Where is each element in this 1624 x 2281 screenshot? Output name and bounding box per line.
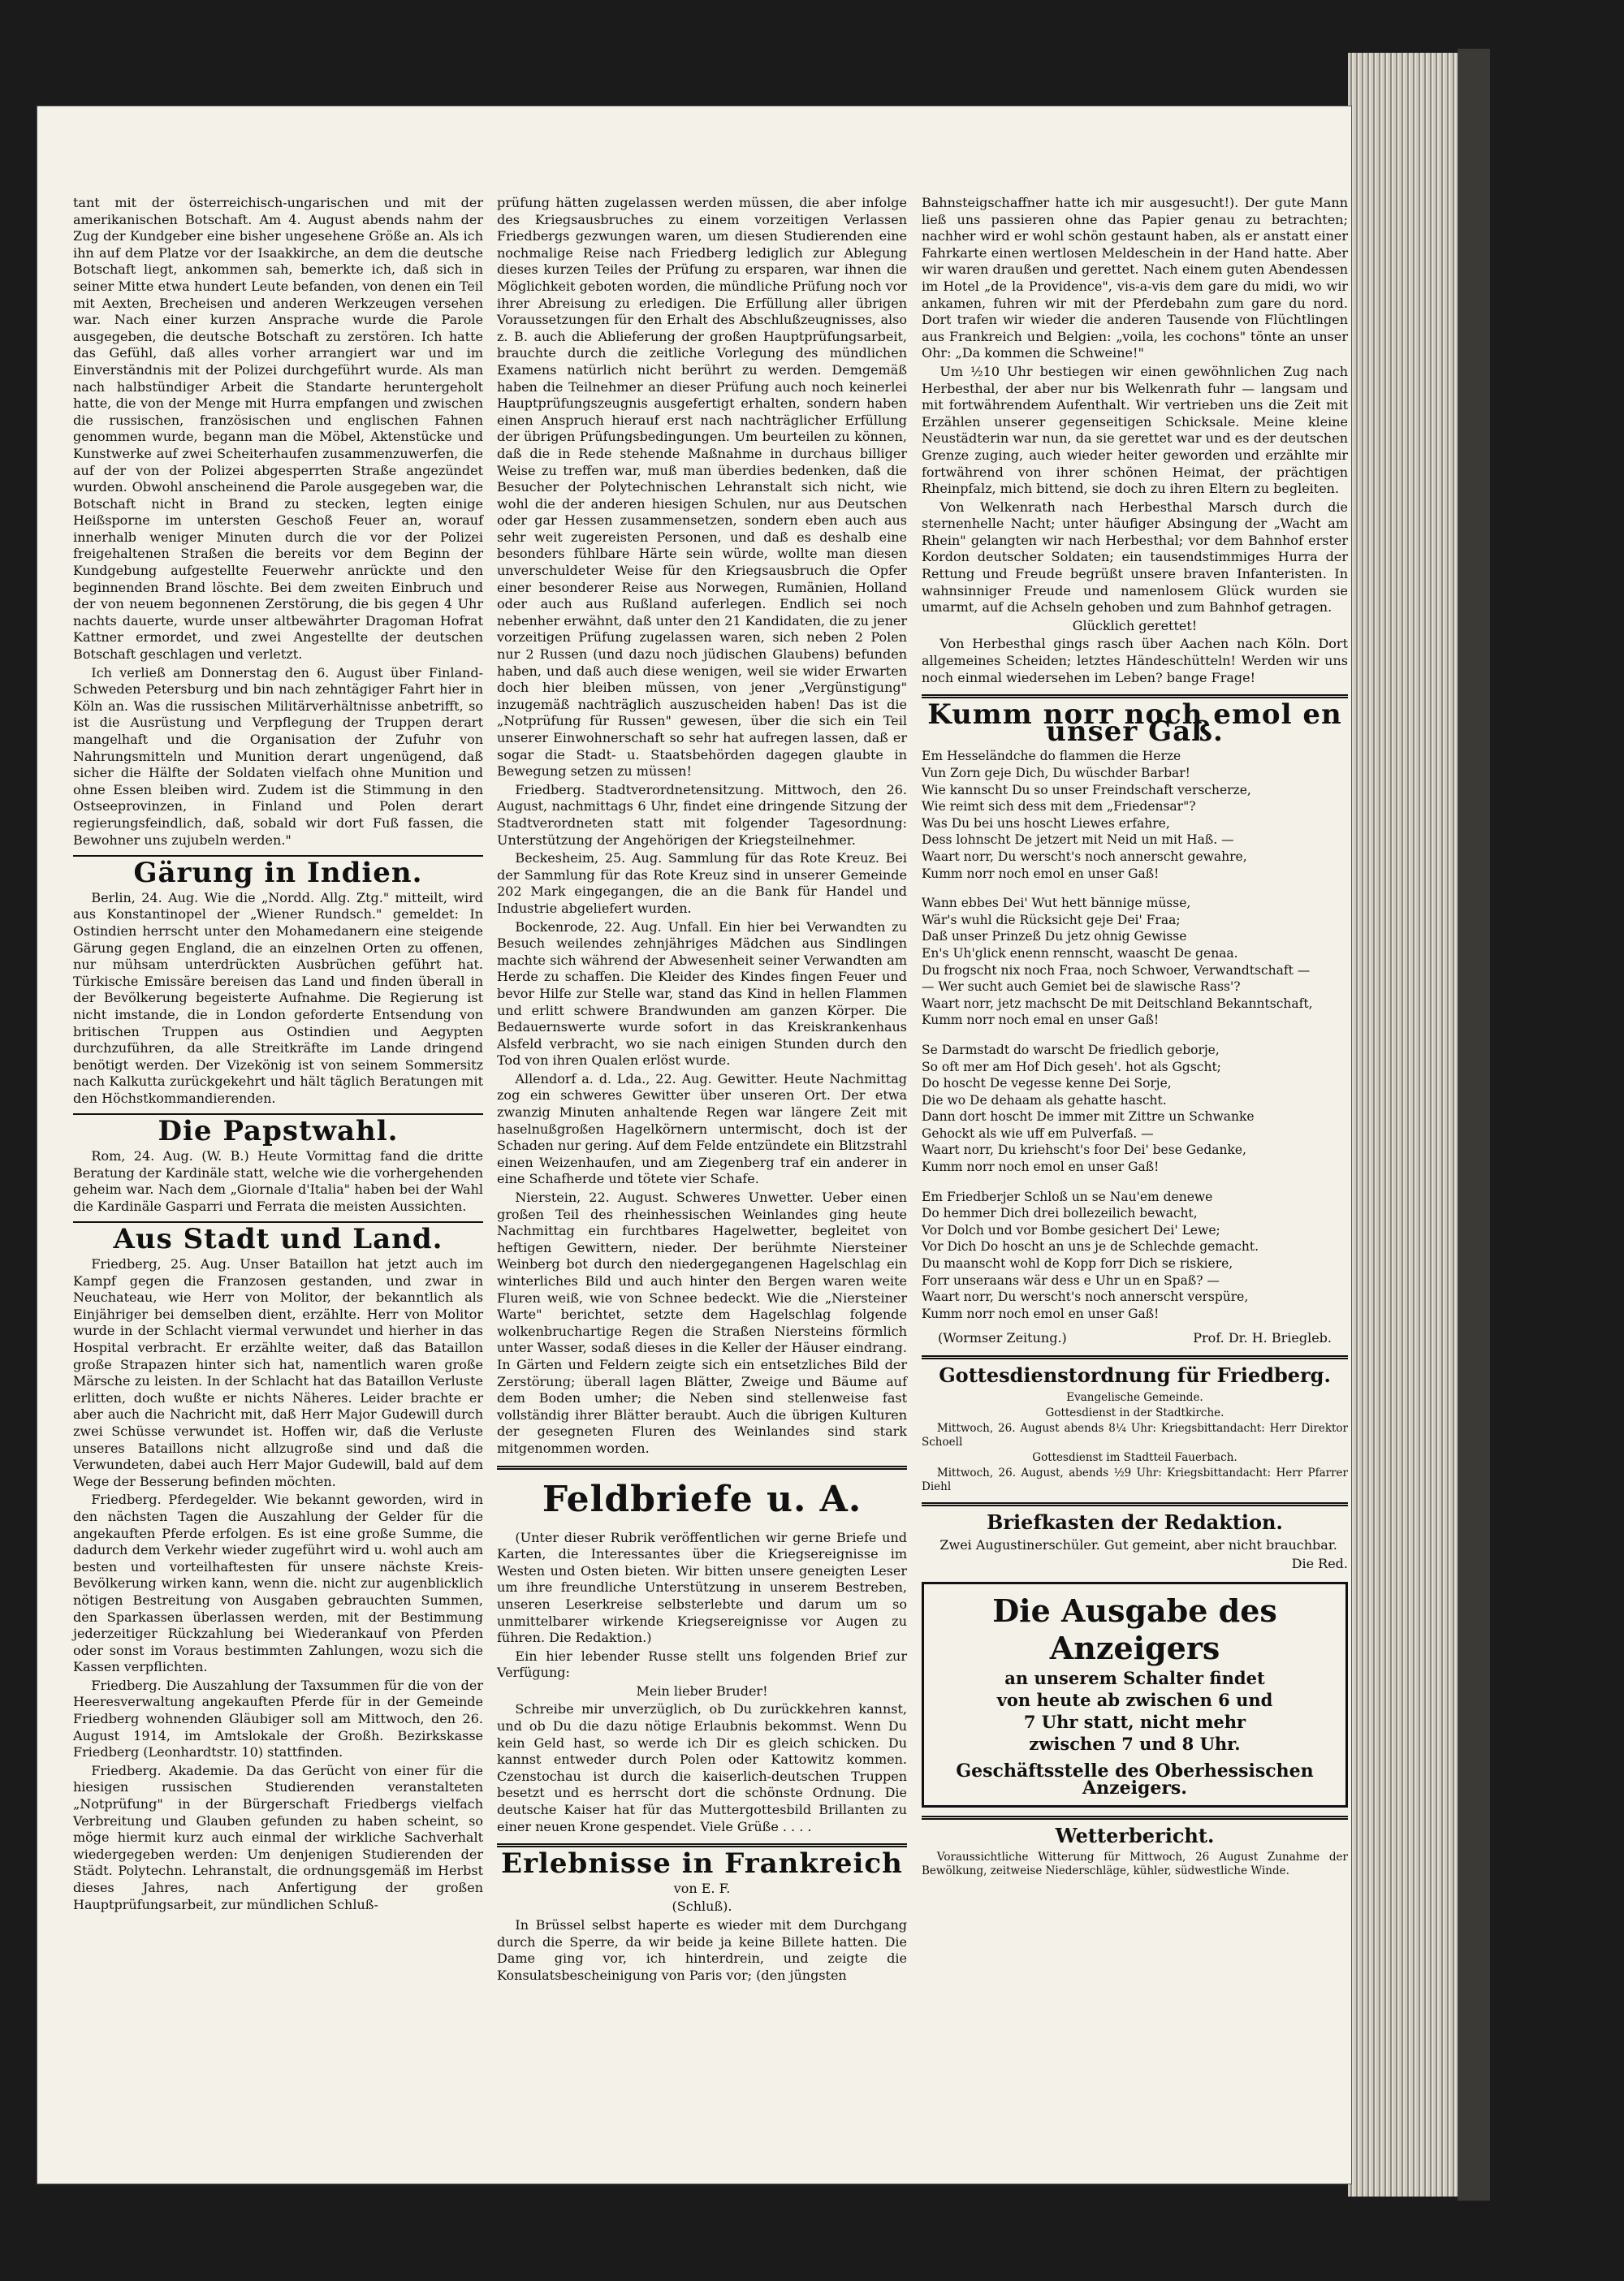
headline-briefkasten: Briefkasten der Redaktion. xyxy=(987,1510,1283,1534)
ad-text: 7 Uhr statt, nicht mehr xyxy=(1023,1712,1246,1733)
poem-line: Kumm norr noch emol en unser Gaß! xyxy=(922,1160,1160,1175)
article-text: Friedberg. Stadtverordnetensitzung. Mittwoch, den 26. August, nachmittags 6 Uhr, findet eine dringende Sitzung der Stadtverordneten statt mit folgender Tagesordnung: Unterstützung der Angehörigen der Kriegsteilnehmer. xyxy=(497,781,907,848)
poem-line: Du frogscht nix noch Fraa, noch Schwoer, Verwandtschaft — xyxy=(922,962,1311,978)
weather-text: Voraussichtliche Witterung für Mittwoch, 26 August Zunahme der Bewölkung, zeitweise Niederschläge, kühler, südwestliche Winde. xyxy=(922,1851,1348,1878)
article-text: Rom, 24. Aug. (W. B.) Heute Vormittag fand die dritte Beratung der Kardinäle statt, welche wie die vorhergehenden geheim war. Nach dem „Giornale d'Italia" haben bei der Wahl die Kardinäle Gasparri und Ferrata die meisten Aussichten. xyxy=(73,1148,483,1214)
poem-line: — Wer sucht auch Gemiet bei de slawische Rass'? xyxy=(922,979,1241,995)
ad-text: von heute ab zwischen 6 und xyxy=(996,1690,1273,1711)
headline-papstwahl: Die Papstwahl. xyxy=(158,1115,399,1148)
article-text: Friedberg, 25. Aug. Unser Bataillon hat jetzt auch im Kampf gegen die Franzosen gestanden, und zwar in Neuchateau, wie Herr von Molitor, der bekanntlich als Einjähriger bei demselben dient, erzählte. Herr von Molitor wurde in der Schlacht viermal verwundet und hierher in das Hospital verbracht. Er erzählte weiter, daß das Bataillon große Strapazen hinter sich hat, namentlich waren große Märsche zu leisten. In der Schlacht hat das Bataillon Verluste erlitten, doch wußte er nichts Näheres. Leider brachte er aber auch die Nachricht mit, daß Herr Major Gudewill durch zwei Schüsse verwundet ist. Hoffen wir, daß die Verluste unseres Bataillons nicht allzugroße sind und daß die Verwundeten, dabei auch Herr Major Gudewill, bald auf dem Wege der Besserung befinden möchten. xyxy=(73,1256,483,1489)
poem xyxy=(922,748,1348,1347)
poem-line: So oft mer am Hof Dich geseh'. hot als Ggscht; xyxy=(922,1059,1221,1074)
article-text: Berlin, 24. Aug. Wie die „Nordd. Allg. Ztg." mitteilt, wird aus Konstantinopel der „Wiener Rundsch." gemeldet: In Ostindien herrscht unter den Mohamedanern eine steigende Gärung gegen England, die an einzelnen Orten zu offenen, nur mühsam unterdrückten Ausbrüchen geführt hat. Türkische Emissäre bereisen das Land und finden überall in der Bevölkerung begeisterte Aufnahme. Die Regierung ist nicht imstande, die in London geforderte Entsendung von britischen Truppen aus Ostindien und Aegypten durchzuführen, da alle Streitkräfte im Lande dringend benötigt werden. Der Vizekönig ist von seinem Sommersitz nach Kalkutta zurückgekehrt und hält täglich Beratungen mit den Höchstkommandierenden. xyxy=(73,889,483,1106)
book-page-edges xyxy=(1348,53,1462,2197)
newspaper-page xyxy=(37,106,1352,2184)
headline-erlebnisse: Erlebnisse in Frankreich xyxy=(501,1847,903,1881)
poem-author: Prof. Dr. H. Briegleb. xyxy=(1193,1330,1332,1346)
poem-line: Wie reimt sich dess mit dem „Friedensar"? xyxy=(922,799,1196,814)
divider xyxy=(922,1502,1348,1506)
article-text: In Brüssel selbst haperte es wieder mit dem Durchgang durch die Sperre, da wir beide ja keine Billete hatten. Die Dame ging vor, ich hinterdrein, und zeigte die Konsulatsbescheinigung von Paris vor; (den jüngsten xyxy=(497,1917,907,1983)
poem-line: Gehockt als wie uff em Pulverfaß. — xyxy=(922,1125,1154,1141)
article-text: Schreibe mir unverzüglich, ob Du zurückkehren kannst, und ob Du die dazu nötige Erlaubnis bekommst. Wenn Du kein Geld hast, so werde ich Dir es gleich schicken. Du kannst entweder durch Polen oder Kattowitz kommen. Czenstochau ist durch die kaiserlich-deutschen Truppen besetzt und es herrscht dort die schönste Ordnung. Die deutsche Kaiser hat für das Muttergottesbild Brillanten zu einer neuen Krone gespendet. Viele Grüße . . . . xyxy=(497,1701,907,1834)
letter-salutation: Mein lieber Bruder! xyxy=(636,1683,768,1699)
headline-feldbriefe: Feldbriefe u. A. xyxy=(542,1478,862,1520)
poem-line: Wann ebbes Dei' Wut hett bännige müsse, xyxy=(922,896,1191,911)
column-2 xyxy=(497,195,907,1985)
article-text: Friedberg. Akademie. Da das Gerücht von einer für die hiesigen russischen Studierenden veranstalteten „Notprüfung" in der Bürgerschaft Friedbergs vielfach Verbreitung und Glauben gefunden zu haben scheint, so möge hiermit kurz auch einmal der wirkliche Sachverhalt wiedergegeben werden: Um denjenigen Studierenden der Städt. Polytechn. Lehranstalt, die ordnungsgemäß im Herbst dieses Jahres, nach Anfertigung der großen Hauptprüfungsarbeit, zur mündlichen Schluß- xyxy=(73,1762,483,1912)
church-service: Mittwoch, 26. August, abends ½9 Uhr: Kriegsbittandacht: Herr Pfarrer Diehl xyxy=(922,1466,1348,1493)
advertisement-box xyxy=(922,1582,1348,1807)
headline-kumm: Kumm norr noch emol en unser Gaß. xyxy=(927,698,1342,748)
signature: Die Red. xyxy=(1291,1555,1348,1571)
poem-line: Dess lohnscht De jetzert mit Neid un mit Haß. — xyxy=(922,832,1234,848)
article-text: Beckesheim, 25. Aug. Sammlung für das Rote Kreuz. Bei der Sammlung für das Rote Kreuz sind in unserer Gemeinde 202 Mark eingegangen, die an die Bank für Handel und Industrie abgeliefert wurden. xyxy=(497,850,907,916)
headline-stadt-land: Aus Stadt und Land. xyxy=(113,1223,443,1256)
poem-line: Die wo De dehaam als gehatte hascht. xyxy=(922,1092,1167,1108)
poem-line: Vun Zorn geje Dich, Du wüschder Barbar! xyxy=(922,766,1190,780)
column-3 xyxy=(922,195,1348,1880)
headline-gottesdienst: Gottesdienstordnung für Friedberg. xyxy=(939,1363,1331,1387)
poem-line: En's Uh'glick enenn rennscht, waascht De genaa. xyxy=(922,945,1238,961)
poem-line: Du maanscht wohl de Kopp forr Dich se riskiere, xyxy=(922,1256,1233,1272)
article-text: tant mit der österreichisch-ungarischen und mit der amerikanischen Botschaft. Am 4. August abends nahm der Zug der Kundgeber eine bisher ungesehene Größe an. Als ich ihn auf dem Platze vor der Isaakkirche, an dem die deutsche Botschaft liegt, ankommen sah, bemerkte ich, daß sich in seiner Mitte etwa hundert Leute befanden, von denen ein Teil mit Aexten, Brecheisen und anderen Werkzeugen versehen war. Nach einer kurzen Ansprache wurde die Parole ausgegeben, die deutsche Botschaft zu zerstören. Ich hatte das Gefühl, daß alles vorher arrangiert war und im Einverständnis mit der Polizei durchgeführt wurde. Als man nach halbstündiger Arbeit die Standarte heruntergeholt hatte, die von der Menge mit Hurra empfangen und zwischen die russischen, französischen und englischen Fahnen genommen wurde, begann man die Möbel, Aktenstücke und Kunstwerke auf zwei Scheiterhaufen zusammenzuwerfen, die auf der von der Polizei abgesperrten Straße angezündet wurden. Obwohl anscheinend die Parole ausgegeben war, die Botschaft nicht in Brand zu stecken, legten einige Heißsporne im untersten Geschoß Feuer an, worauf innerhalb weniger Minuten durch die vor der Polizei freigehaltenen Straßen die bereits vor dem Beginn der Kundgebung aufgestellte Feuerwehr anrückte und den beginnenden Brand löschte. Bei dem zweiten Einbruch und der von neuem begonnenen Zerstörung, die bis gegen 4 Uhr nachts dauerte, wurde unser altbewährter Dragoman Hofrat Kattner ermordet, und zwei Angestellte der deutschen Botschaft geschlagen und verletzt. xyxy=(73,195,483,663)
article-text: (Unter dieser Rubrik veröffentlichen wir gerne Briefe und Karten, die Interessantes über die Kriegsereignisse im Westen und Osten bieten. Wir bitten unsere geneigten Leser um ihre freundliche Unterstützung in unserem Bestreben, unseren Leserkreise selbsterlebte und darum um so unmittelbarer wirkende Kriegsereignisse vor Augen zu führen. Die Redaktion.) xyxy=(497,1529,907,1646)
poem-line: Kumm norr noch emal en unser Gaß! xyxy=(922,1013,1160,1028)
article-text: Von Herbesthal gings rasch über Aachen nach Köln. Dort allgemeines Scheiden; letztes Händeschütteln! Werden wir uns noch einmal wiedersehen im Leben? bange Frage! xyxy=(922,636,1348,685)
author-line: von E. F. xyxy=(673,1880,731,1896)
headline-wetter: Wetterbericht. xyxy=(1055,1823,1215,1847)
divider xyxy=(922,1355,1348,1359)
poem-signature xyxy=(922,1330,1348,1347)
article-text: Von Welkenrath nach Herbesthal Marsch durch die sternenhelle Nacht; unter häufiger Absingung der „Wacht am Rhein" gelangten wir nach Herbesthal; vor dem Bahnhof erster Kordon deutscher Soldaten; ein tausendstimmiges Hurra der Rettung und Freude begrüßt unsere braven Infanteristen. In wahnsinniger Freude und namenlosem Glück wurden sie umarmt, auf die Achseln gehoben und zum Bahnhof getragen. xyxy=(922,499,1348,616)
poem-line: Vor Dolch und vor Bombe gesichert Dei' Lewe; xyxy=(922,1222,1220,1238)
article-text: prüfung hätten zugelassen werden müssen, die aber infolge des Kriegsausbruches zu einem vorzeitigen Verlassen Friedbergs gezwungen waren, um diesen Studierenden eine nochmalige Reise nach Friedberg lediglich zur Ablegung dieses kurzen Teiles der Prüfung zu ersparen, war ihnen die Möglichkeit geboten worden, die mündliche Prüfung noch vor ihrer Abreisung zu erledigen. Die Erfüllung aller übrigen Voraussetzungen für den Erhalt des Abschlußzeugnisses, also z. B. auch die Ablieferung der großen Hauptprüfungsarbeit, brauchte durch die zeitliche Vorlegung des mündlichen Examens natürlich nicht berührt zu werden. Demgemäß haben die Teilnehmer an dieser Prüfung auch noch keinerlei Hauptprüfungszeugnis ausgefertigt erhalten, sondern haben einen Anspruch hierauf erst nach nachträglicher Erfüllung der übrigen Prüfungsbedingungen. Um beurteilen zu können, daß die in Rede stehende Maßnahme in durchaus billiger Weise zu treffen war, muß man überdies bedenken, daß die Besucher der Polytechnischen Lehranstalt sich nicht, wie wohl die der anderen hiesigen Schulen, nur aus Deutschen oder gar Hessen zusammensetzen, sondern eben auch aus sehr weit zugereisten Personen, und daß es deshalb eine besonders fühlbare Härte sein würde, wollte man diesen unverschuldeter Weise für den Kriegsausbruch die Opfer einer besonderer Reise aus Norwegen, Rumänien, Holland oder auch aus Rußland auferlegen. Endlich sei noch nebenher erwähnt, daß unter den 21 Kandidaten, die zu jener vorzeitigen Prüfung zugelassen waren, sich neben 2 Polen nur 2 Russen (und dazu noch jüdischen Glaubens) befunden haben, und daß auch diese wenigen, weil sie wider Erwarten doch hier bleiben müssen, von jener „Vergünstigung" inzugemäß nachträglich auszuscheiden haben! Das ist die „Notprüfung für Russen" gewesen, über die sich ein Teil unserer Einwohnerschaft so sehr hat aufregen lassen, daß er sogar die Stadt- u. Staatsbehörden dagegen glaubte in Bewegung setzen zu müssen! xyxy=(497,195,907,780)
poem-line: Do hemmer Dich drei bollezeilich bewacht, xyxy=(922,1206,1198,1221)
church-section: Evangelische Gemeinde. xyxy=(1066,1390,1203,1404)
poem-line: Em Hesseländche do flammen die Herze xyxy=(922,749,1181,764)
poem-line: Waart norr, Du kriehscht's foor Dei' bese Gedanke, xyxy=(922,1143,1246,1158)
poem-line: Kumm norr noch emol en unser Gaß! xyxy=(922,1306,1160,1321)
headline-indien: Gärung in Indien. xyxy=(133,857,423,890)
poem-line: Was Du bei uns hoscht Liewes erfahre, xyxy=(922,815,1170,831)
poem-line: Wie kannscht Du so unser Freindschaft verscherze, xyxy=(922,782,1251,797)
church-section: Gottesdienst in der Stadtkirche. xyxy=(1045,1406,1224,1419)
church-section: Gottesdienst im Stadtteil Fauerbach. xyxy=(1032,1450,1237,1464)
article-text: Friedberg. Die Auszahlung der Taxsummen für die von der Heeresverwaltung angekauften Pferde für in der Gemeinde Friedberg wohnenden Gläubiger soll am Mittwoch, den 26. August 1914, im Amtslokale der Großh. Bezirkskasse Friedberg (Leonhardtstr. 10) stattfinden. xyxy=(73,1677,483,1760)
column-1 xyxy=(73,195,483,1915)
ad-headline: Die Ausgabe des Anzeigers xyxy=(992,1592,1277,1667)
poem-line: Do hoscht De vegesse kenne Dei Sorje, xyxy=(922,1076,1172,1091)
poem-source: (Wormser Zeitung.) xyxy=(938,1330,1067,1346)
book-spine xyxy=(1458,49,1490,2201)
article-text: Allendorf a. d. Lda., 22. Aug. Gewitter. Heute Nachmittag zog ein schweres Gewitter über unseren Ort. Der etwa zwanzig Minuten anhaltende Regen war längere Zeit mit haselnußgroßen Hagelkörnern untermischt, doch ist der Schaden nur gering. Auf dem Felde entzündete ein Blitzstrahl einen Weizenhaufen, und am Ziegenberg traf ein anderer in eine Schafherde und tötete vier Schafe. xyxy=(497,1070,907,1187)
church-service: Mittwoch, 26. August abends 8¼ Uhr: Kriegsbittandacht: Herr Direktor Schoell xyxy=(922,1421,1348,1449)
poem-line: Forr unseraans wär dess e Uhr un en Spaß? — xyxy=(922,1272,1220,1288)
divider xyxy=(922,1816,1348,1820)
article-text: Friedberg. Pferdegelder. Wie bekannt geworden, wird in den nächsten Tagen die Auszahlung der Gelder für die angekauften Pferde erfolgen. Es ist eine große Summe, die dadurch dem Verkehr wieder zugeführt wird u. wohl auch am besten und vorteilhaftesten für unsere nächste Kreis-Bevölkerung wirken kann, wenn die. nicht zur augenblicklich nötigen Bestreitung von Ausgaben gebrauchten Summen, den Sparkassen überlassen werden, mit der Bestimmung jederzeitiger Rückzahlung bei Wiederankauf von Pferden oder sonst im Voraus bestimmten Zahlungen, wozu sich die Kassen verpflichten. xyxy=(73,1492,483,1675)
poem-line: Waart norr, Du werscht's noch annerscht verspüre, xyxy=(922,1290,1249,1305)
ad-text: an unserem Schalter findet xyxy=(1004,1668,1265,1689)
poem-line: Vor Dich Do hoscht an uns je de Schlechde gemacht. xyxy=(922,1239,1259,1255)
poem-line: Waart norr, jetz machscht De mit Deitschland Bekanntschaft, xyxy=(922,996,1313,1011)
article-text: Bockenrode, 22. Aug. Unfall. Ein hier bei Verwandten zu Besuch weilendes zehnjähriges Mädchen aus Sindlingen machte sich während der Abwesenheit seiner Verwandten am Herde zu schaffen. Die Kleider des Kindes fingen Feuer und bevor Hilfe zur Stelle war, stand das Kind in hellen Flammen und erlitt schwere Brandwunden am ganzen Körper. Die Bedauernswerte wurde sofort in das Kreiskrankenhaus Alsfeld verbracht, wo sie nach einigen Stunden durch den Tod von ihren Qualen erlöst wurde. xyxy=(497,918,907,1069)
ad-text: zwischen 7 und 8 Uhr. xyxy=(1029,1734,1241,1755)
ad-sender: Geschäftsstelle des Oberhessischen Anzeigers. xyxy=(956,1760,1314,1799)
article-text: Bahnsteigschaffner hatte ich mir ausgesucht!). Der gute Mann ließ uns passieren ohne das Papier genau zu betrachten; nachher wird er wohl schön gestaunt haben, als er anstatt einer Fahrkarte einen wertlosen Meldeschein in der Hand hatte. Aber wir waren draußen und gerettet. Nach einem guten Abendessen im Hotel „de la Providence", vis-a-vis dem gare du midi, wo wir ankamen, fuhren wir mit der Pferdebahn zum gare du nord. Dort trafen wir wieder die anderen Tausende von Flüchtlingen aus Frankreich und Belgien: „voila, les cochons" tönte an unser Ohr: „Da kommen die Schweine!" xyxy=(922,195,1348,361)
poem-line: Se Darmstadt do warscht De friedlich geborje, xyxy=(922,1042,1220,1057)
article-text: Ein hier lebender Russe stellt uns folgenden Brief zur Verfügung: xyxy=(497,1648,907,1681)
divider xyxy=(497,1466,907,1470)
article-text: Nierstein, 22. August. Schweres Unwetter. Ueber einen großen Teil des rheinhessischen Weinlandes ging heute Nachmittag ein furchtbares Hagelwetter, begleitet von heftigen Gewittern, nieder. Der berühmte Niersteiner Weinberg bot durch den niedergegangenen Hagelschlag ein winterliches Bild und auch hinter den Bergen waren weite Fluren weiß, wie von Schnee bedeckt. Wie die „Niersteiner Warte" berichtet, setzte dem Hagelschlag folgende wolkenbruchartige Regen die Straßen Niersteins förmlich unter Wasser, sodaß dieses in die Keller der Häuser eindrang. In Gärten und Feldern zeigte sich ein entsetzliches Bild der Zerstörung; überall lagen Blätter, Zweige und Bäume auf dem Boden umher; die Neben sind stellenweise fast vollständig ihrer Blätter beraubt. Auch die übrigen Kulturen der gesegneten Fluren des Weinlandes sind stark mitgenommen worden. xyxy=(497,1190,907,1456)
article-text: Ich verließ am Donnerstag den 6. August über Finland-Schweden Petersburg und bin nach zehntägiger Fahrt hier in Köln an. Was die russischen Militärverhältnisse anbetrifft, so ist die Ausrüstung und Verpflegung der Truppen derart mangelhaft und die Organisation der Zufuhr von Nahrungsmitteln und Munition derart ungenügend, daß sicher die Hälfte der Soldaten vielfach ohne Munition und ohne Essen bleiben wird. Zudem ist die Stimmung in den Ostseeprovinzen, in Finland und Polen derart regierungsfeindlich, daß, sobald wir dort Fuß fassen, die Bewohner uns zujubeln werden." xyxy=(73,664,483,848)
poem-line: Waart norr, Du werscht's noch annerscht gewahre, xyxy=(922,849,1247,864)
poem-line: Wär's wuhl die Rücksicht geje Dei' Fraa; xyxy=(922,912,1181,927)
continuation-note: (Schluß). xyxy=(672,1899,732,1915)
article-exclamation: Glücklich gerettet! xyxy=(1072,617,1198,633)
article-text: Zwei Augustinerschüler. Gut gemeint, aber nicht brauchbar. xyxy=(939,1537,1337,1553)
poem-line: Dann dort hoscht De immer mit Zittre un Schwanke xyxy=(922,1109,1255,1125)
poem-line: Daß unser Prinzeß Du jetz ohnig Gewisse xyxy=(922,929,1187,944)
poem-line: Em Friedberjer Schloß un se Nau'em denewe xyxy=(922,1189,1213,1204)
article-text: Um ½10 Uhr bestiegen wir einen gewöhnlichen Zug nach Herbesthal, der aber nur bis Welkenrath fuhr — langsam und mit fortwährendem Aufenthalt. Wir vertrieben uns die Zeit mit Erzählen unserer gegenseitigen Schicksale. Meine kleine Neustädterin war nun, da sie gerettet war und es der deutschen Grenze zuging, auch wieder heiter geworden und erzählte mir fortwährend von ihrer schönen Heimat, der prächtigen Rheinpfalz, mich bittend, sie doch zu ihren Eltern zu begleiten. xyxy=(922,363,1348,497)
poem-line: Kumm norr noch emol en unser Gaß! xyxy=(922,866,1160,881)
